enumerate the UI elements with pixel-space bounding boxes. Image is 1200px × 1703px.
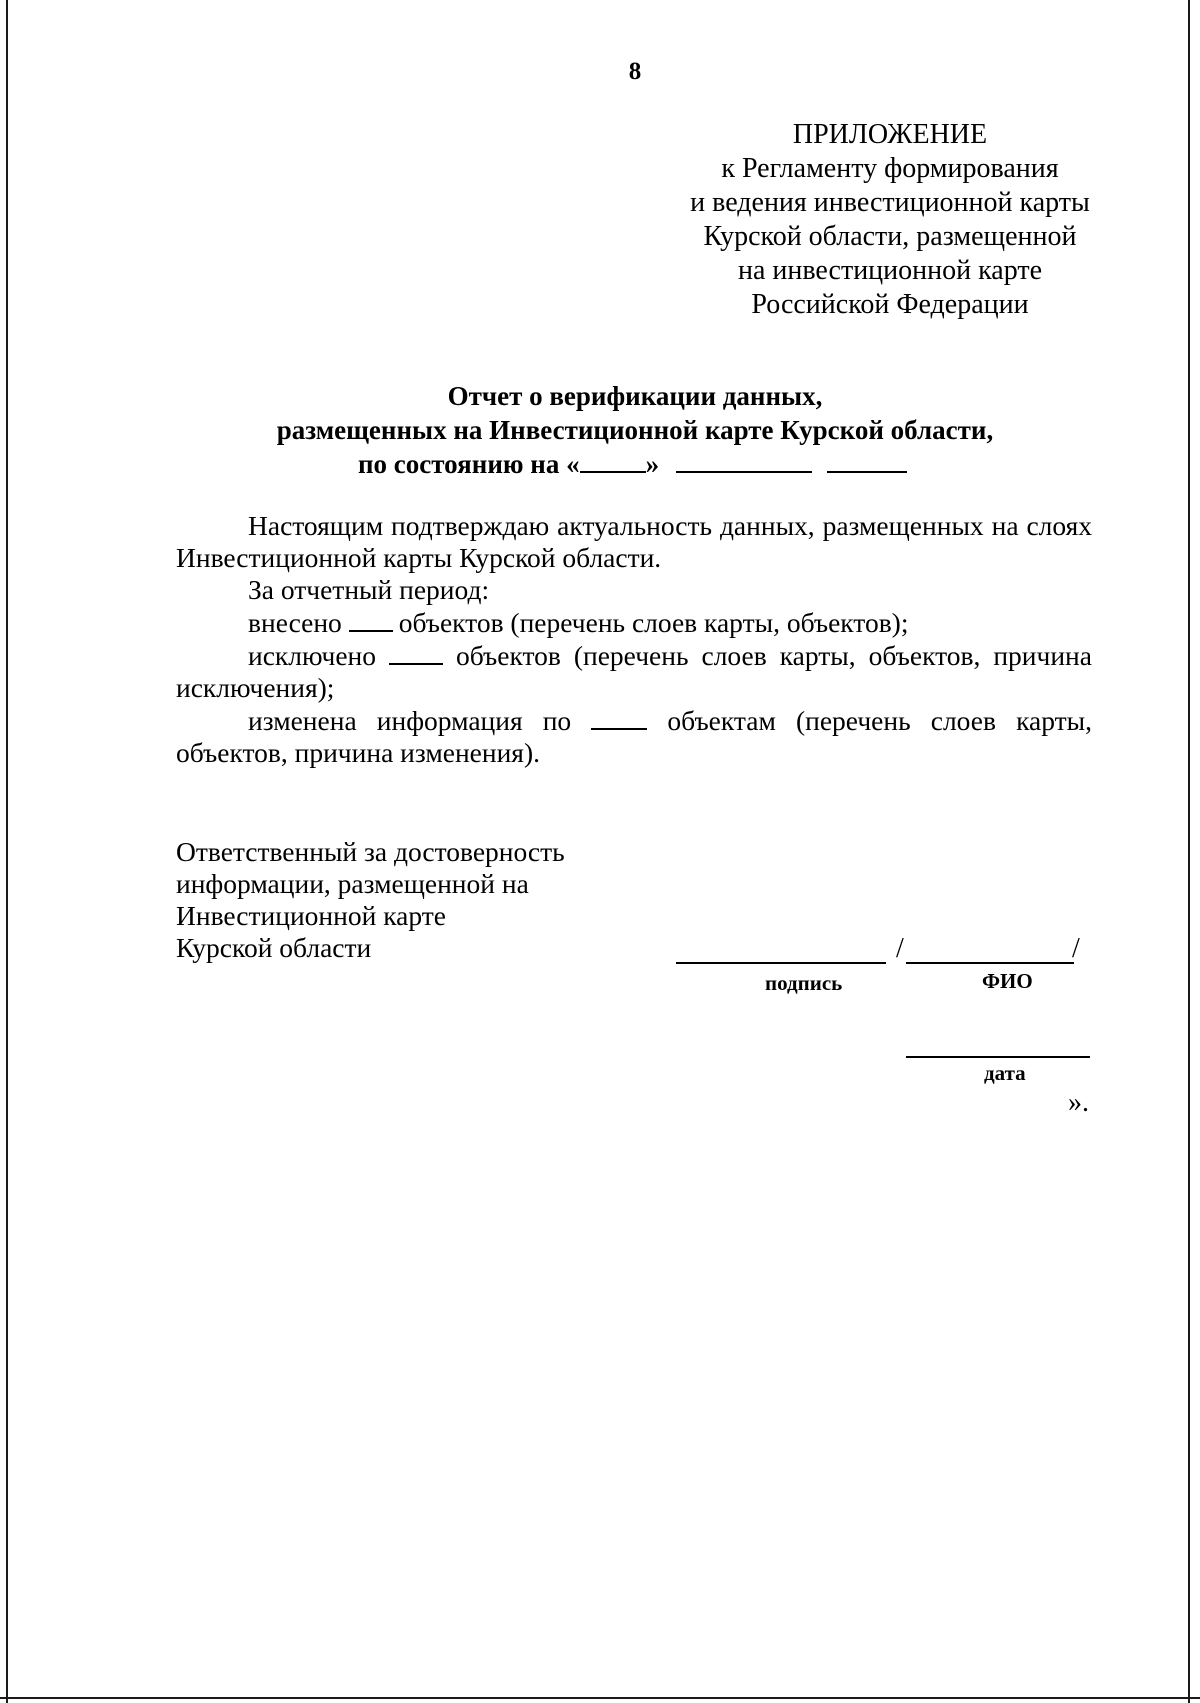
signature-caption: подпись bbox=[765, 971, 843, 995]
word: карты, bbox=[779, 640, 856, 671]
month-blank bbox=[676, 471, 812, 473]
added-description: объектов (перечень слоев карты, объектов); bbox=[398, 607, 909, 638]
slash: / bbox=[1072, 933, 1080, 964]
paragraph-line: исключения); bbox=[176, 672, 335, 703]
year-blank bbox=[827, 471, 907, 473]
added-count-blank bbox=[349, 630, 393, 632]
word: (перечень bbox=[795, 705, 911, 736]
report-title-line: размещенных на Инвестиционной карте Курской области, bbox=[276, 415, 994, 445]
closing-quote: ». bbox=[1068, 1087, 1089, 1118]
responsible-line: Курской области bbox=[176, 932, 372, 963]
word: слоев bbox=[930, 705, 996, 736]
word: причина bbox=[993, 640, 1092, 671]
signature-line bbox=[676, 962, 886, 964]
changed-count-blank bbox=[591, 728, 647, 730]
appendix-heading: ПРИЛОЖЕНИЕ bbox=[792, 119, 988, 150]
word: (перечень bbox=[573, 640, 689, 671]
appendix-line: Российской Федерации bbox=[751, 289, 1029, 320]
period-label: За отчетный период: bbox=[248, 574, 490, 605]
word: карты, bbox=[1016, 705, 1092, 736]
page-right-edge bbox=[1188, 0, 1190, 1703]
word: информация bbox=[376, 705, 523, 736]
report-date-line bbox=[358, 448, 907, 481]
appendix-line: и ведения инвестиционной карты bbox=[690, 187, 1090, 218]
paragraph-line: Настоящим подтверждаю актуальность данных, размещенных на слоях bbox=[248, 510, 1092, 541]
excluded-label: исключено bbox=[248, 640, 377, 671]
name-caption: ФИО bbox=[982, 969, 1033, 993]
responsible-line: Инвестиционной карте bbox=[176, 900, 446, 931]
added-label: внесено bbox=[248, 607, 342, 638]
changed-objects-line bbox=[248, 705, 1092, 737]
paragraph-line: Инвестиционной карты Курской области. bbox=[176, 542, 662, 573]
word: по bbox=[542, 705, 572, 736]
word: объектов bbox=[455, 640, 561, 671]
page-left-edge bbox=[6, 0, 8, 1703]
date-quote-close: » bbox=[645, 449, 660, 479]
date-line bbox=[906, 1056, 1090, 1058]
word: объектов, bbox=[868, 640, 981, 671]
appendix-line: к Регламенту формирования bbox=[721, 153, 1059, 184]
date-caption: дата bbox=[984, 1061, 1026, 1085]
slash: / bbox=[896, 933, 904, 964]
report-title-line: Отчет о верификации данных, bbox=[447, 381, 823, 411]
excluded-objects-line bbox=[248, 640, 1092, 672]
word: слоев bbox=[701, 640, 767, 671]
name-line bbox=[906, 962, 1074, 964]
page-number: 8 bbox=[628, 58, 642, 85]
added-objects-line bbox=[248, 607, 909, 639]
page-bottom-edge bbox=[0, 1697, 1200, 1699]
appendix-block bbox=[690, 118, 1090, 322]
appendix-line: Курской области, размещенной bbox=[703, 221, 1077, 252]
appendix-line: на инвестиционной карте bbox=[737, 255, 1043, 286]
day-blank bbox=[580, 471, 646, 473]
responsible-line: информации, размещенной на bbox=[176, 868, 529, 899]
excluded-count-blank bbox=[389, 663, 443, 665]
word: изменена bbox=[248, 705, 357, 736]
date-prefix: по состоянию на « bbox=[358, 449, 580, 479]
responsible-line: Ответственный за достоверность bbox=[176, 836, 565, 867]
paragraph-line: объектов, причина изменения). bbox=[176, 737, 540, 768]
word: объектам bbox=[667, 705, 776, 736]
